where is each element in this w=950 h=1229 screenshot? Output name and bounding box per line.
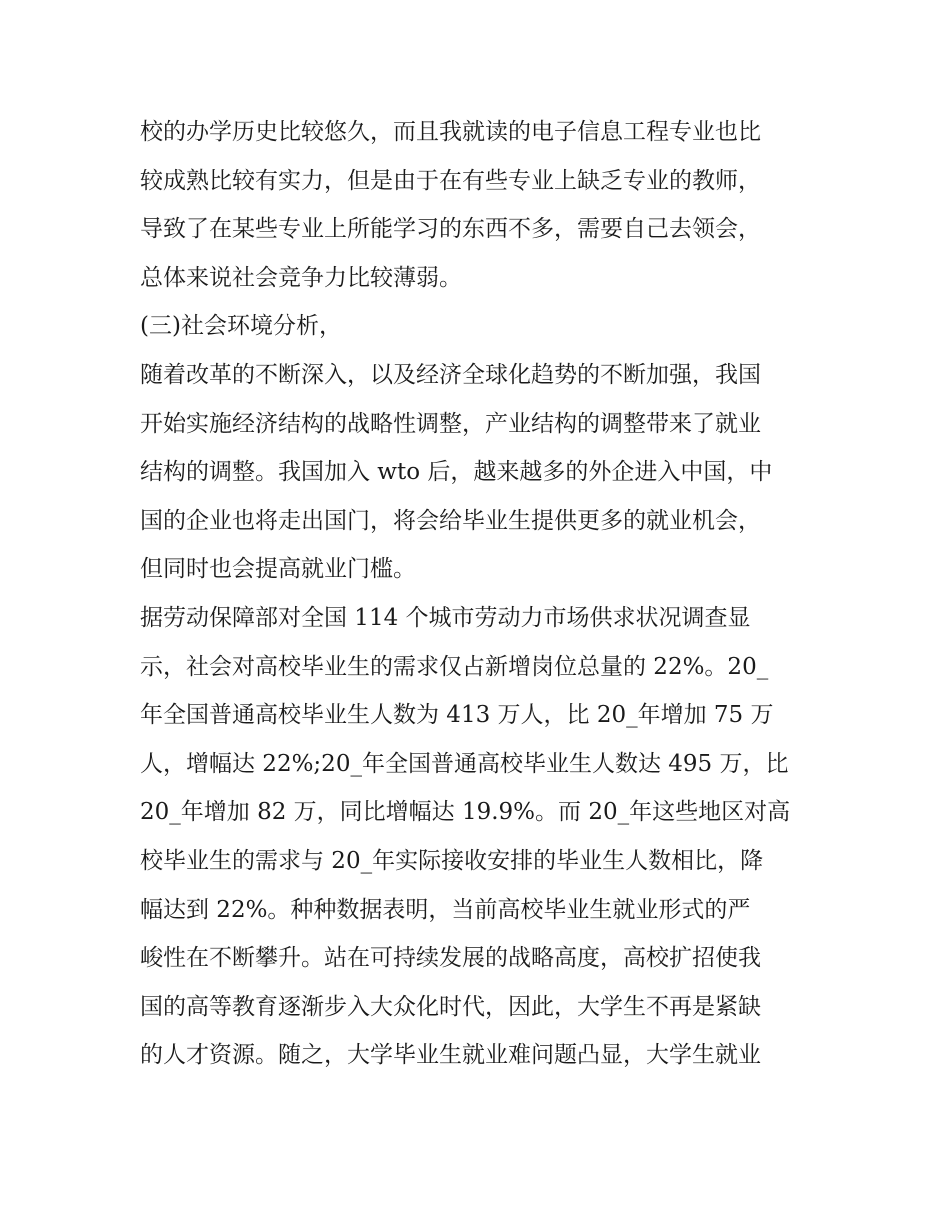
text-line: 据劳动保障部对全国 114 个城市劳动力市场供求状况调查显 (140, 604, 751, 631)
text-line: 幅达到 22%。种种数据表明，当前高校毕业生就业形式的严 (140, 896, 751, 923)
document-body (140, 108, 815, 1080)
text-line: 20_年增加 82 万，同比增幅达 19.9%。而 20_年这些地区对高 (140, 799, 791, 826)
text-line: 年全国普通高校毕业生人数为 413 万人，比 20_年增加 75 万 (140, 702, 774, 729)
text-line: 示，社会对高校毕业生的需求仅占新增岗位总量的 22%。20_ (140, 653, 769, 680)
text-line: 随着改革的不断深入，以及经济全球化趋势的不断加强，我国 (140, 361, 761, 388)
text-line: 国的企业也将走出国门，将会给毕业生提供更多的就业机会， (140, 507, 761, 534)
text-line: 的人才资源。随之，大学毕业生就业难问题凸显，大学生就业 (140, 1042, 761, 1069)
text-line: 国的高等教育逐渐步入大众化时代，因此，大学生不再是紧缺 (140, 993, 761, 1020)
text-line: 结构的调整。我国加入 wto 后，越来越多的外企进入中国，中 (140, 459, 773, 486)
text-line: 总体来说社会竞争力比较薄弱。 (140, 264, 462, 291)
text-line: 校的办学历史比较悠久，而且我就读的电子信息工程专业也比 (140, 119, 761, 145)
text-line: 较成熟比较有实力，但是由于在有些专业上缺乏专业的教师， (140, 167, 761, 194)
text-line: 但同时也会提高就业门槛。 (140, 556, 416, 583)
text-line: 峻性在不断攀升。站在可持续发展的战略高度，高校扩招使我 (140, 945, 761, 972)
text-line: 开始实施经济结构的战略性调整，产业结构的调整带来了就业 (140, 410, 761, 437)
text-line: 校毕业生的需求与 20_年实际接收安排的毕业生人数相比，降 (140, 847, 764, 874)
text-line: 人，增幅达 22%;20_年全国普通高校毕业生人数达 495 万，比 (140, 750, 789, 777)
section-heading: (三)社会环境分析， (140, 313, 342, 340)
text-line: 导致了在某些专业上所能学习的东西不多，需要自己去领会， (140, 216, 761, 243)
